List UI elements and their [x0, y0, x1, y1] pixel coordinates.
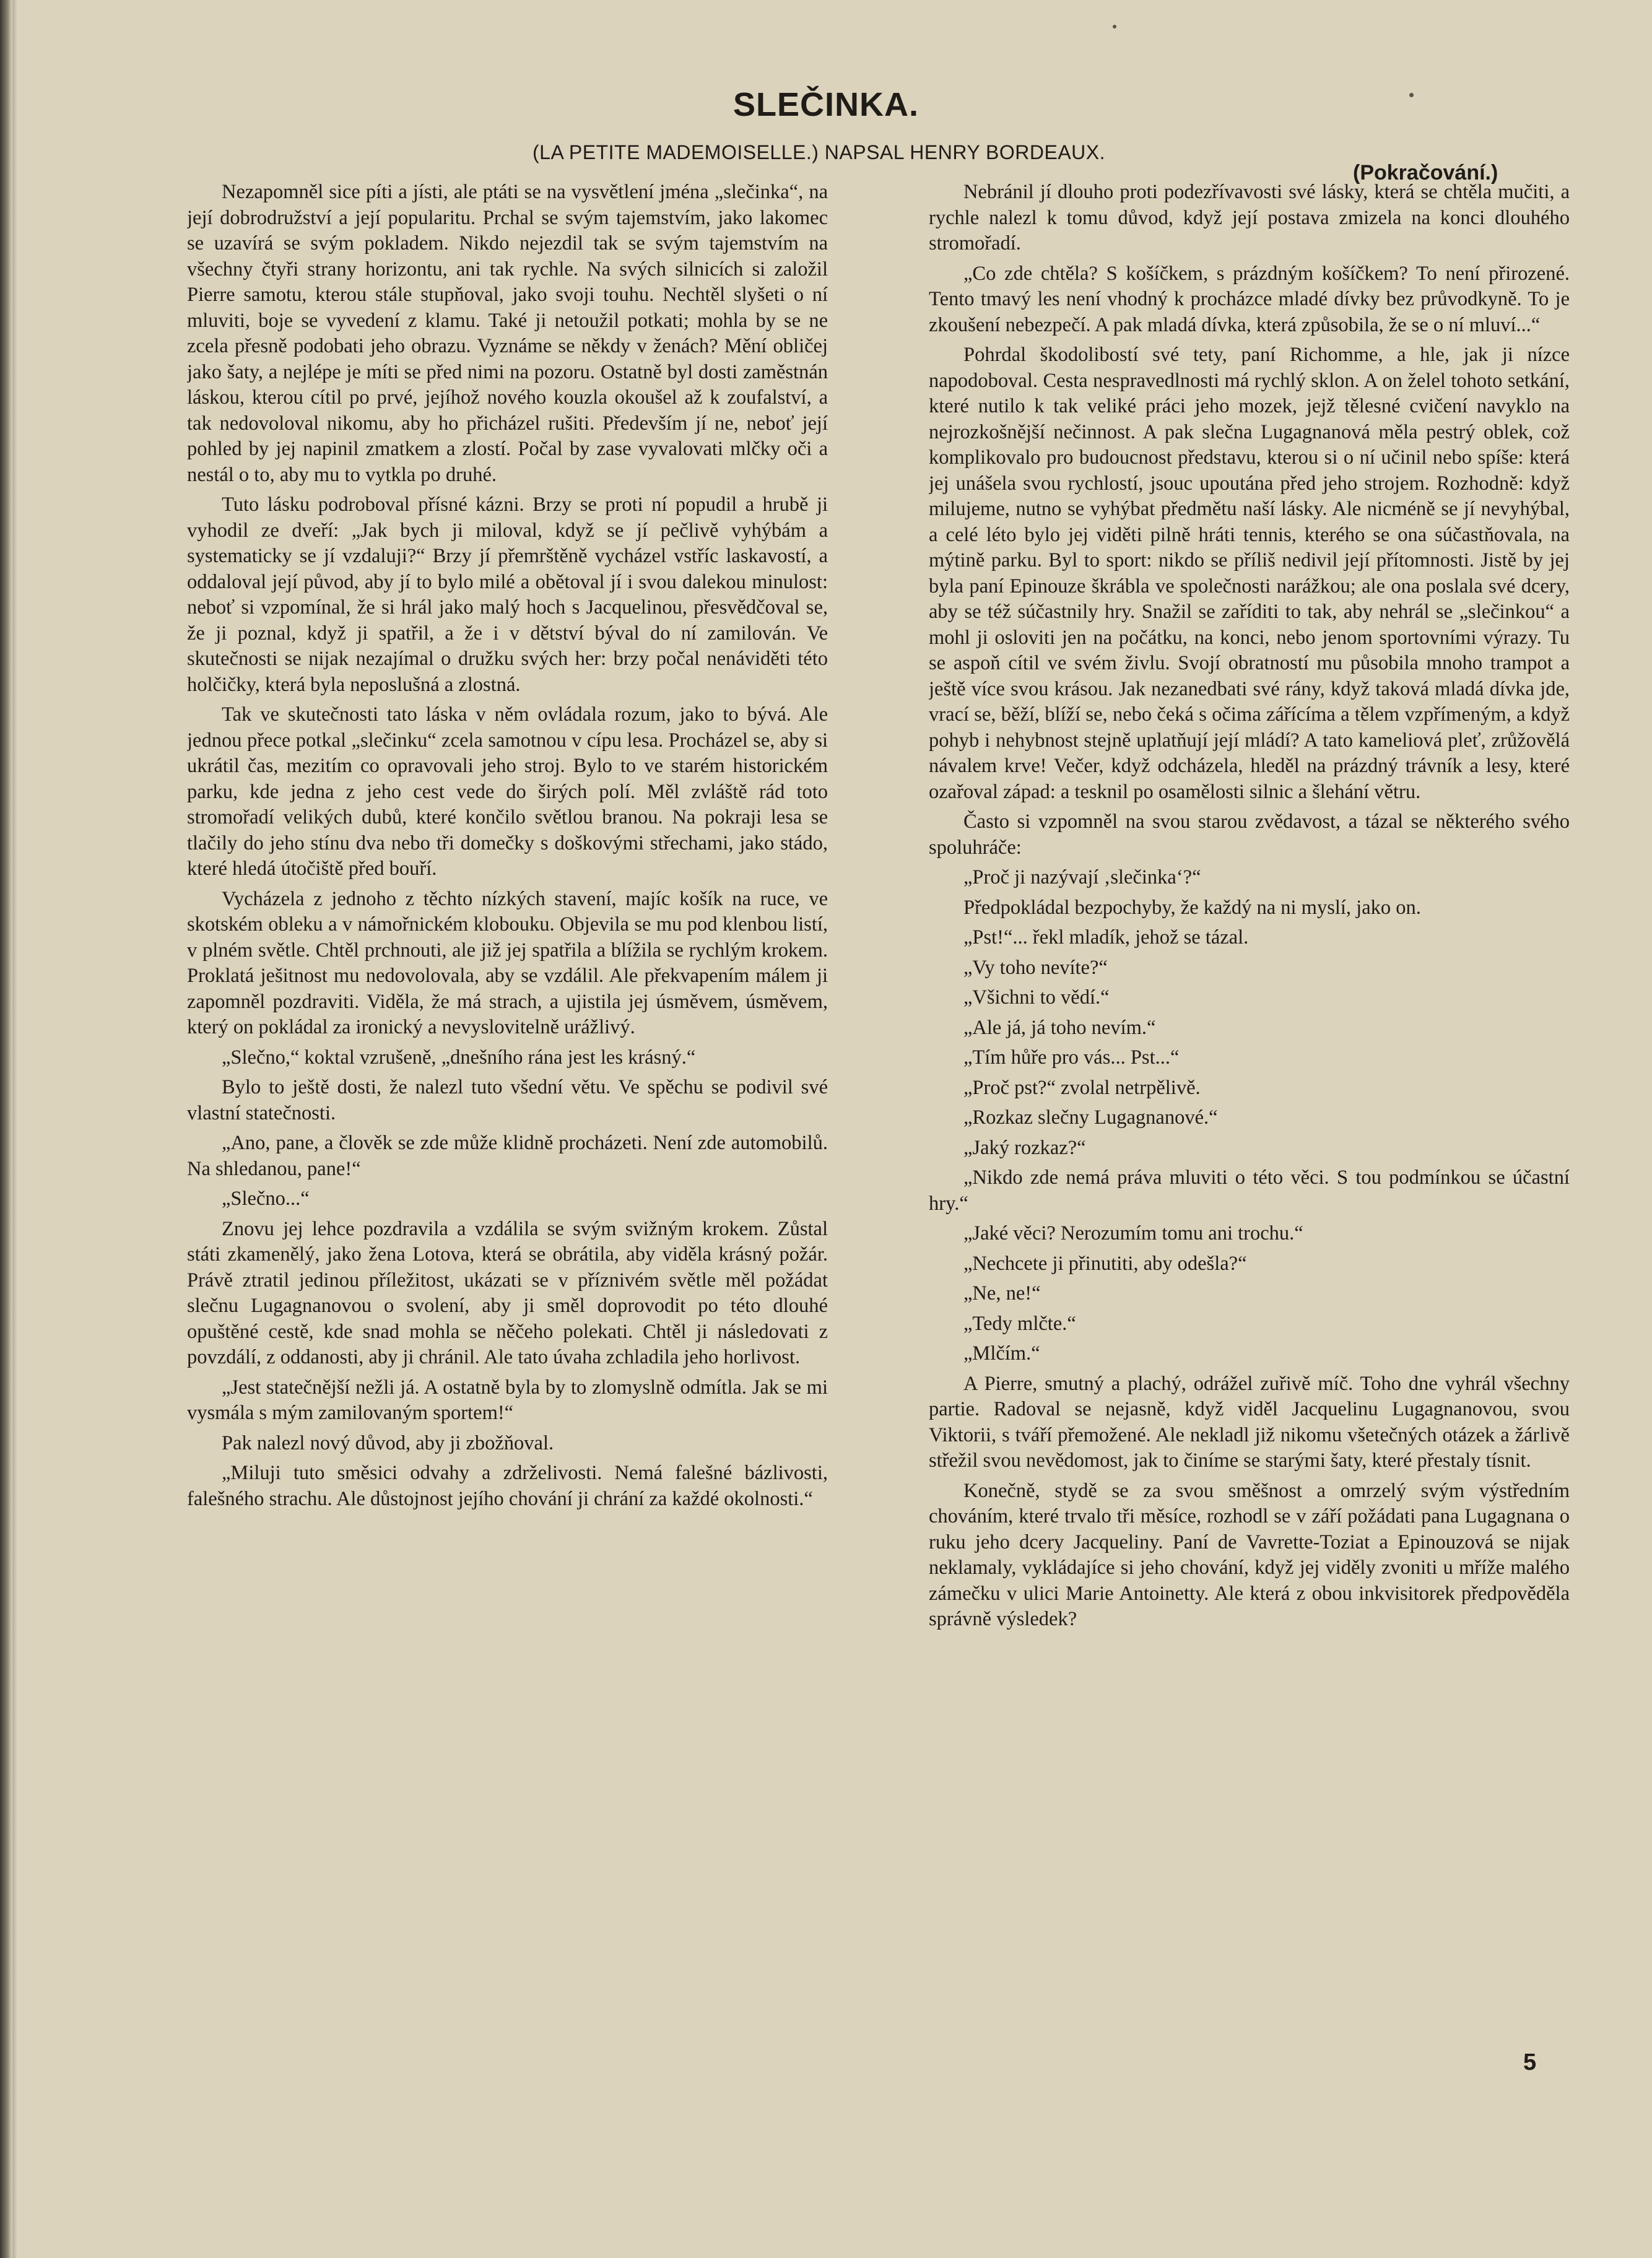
paragraph: Pohrdal škodolibostí své tety, paní Richomme, a hle, jak ji nízce napodoboval. Cesta nespravedlnosti má rychlý sklon. A on želel tohoto setkání, které nutilo k tak veliké práci jeho mozek, jejž tělesné cvičení navyklo na nejrozkošnější nečinnost. A pak slečna Lugagnanová měla pestrý oblek, což komplikovalo pro budoucnost představu, kterou si o ní učinil nebo spíše: která jej unášela svou rychlostí, jsouc upoutána před jeho strojem. Rozhodně: když milujeme, nutno se vyhýbat předmětu naší lásky. Ale nicméně se jí nevyhýbal, a celé léto bylo jej viděti pilně hráti tennis, kterého se ona súčastňovala, na mýtině parku. Byl to sport: nikdo se příliš nedivil její přítomnosti. Jistě by jej byla paní Epinouze škrábla ve společnosti narážkou; ale ona poslala své dcery, aby se též súčastnily hry. Snažil se zaříditi to tak, aby nehrál se „slečinkou“ a mohl ji osloviti jen na počátku, na konci, nebo jenom sportovními výrazy. Tu se aspoň cítil ve svém živlu. Svojí obratností mu působila mnoho trampot a ještě více svou krásou. Jak nezanedbati své rány, když taková mladá dívka jde, vrací se, běží, blíží se, nebo čeká s očima zářícíma a tělem vzpřímeným, a když pohyb i nehybnost stejně uplatňují její mládí? A tato kameliová pleť, zrůžovělá návalem krve! Večer, když odcházela, hleděl na prázdný trávník a lesy, které ozařoval západ: a tesknil po osamělosti silnic a šlehání větru.	[929, 344, 1570, 803]
paragraph: „Pst!“... řekl mladík, jehož se tázal.	[963, 926, 1249, 949]
paragraph: „Ano, pane, a člověk se zde může klidně procházeti. Není zde automobilů. Na shledanou, pane!“	[187, 1132, 828, 1180]
page-binding-edge	[0, 0, 12, 2258]
page-number: 5	[1523, 2049, 1537, 2075]
paragraph: Pak nalezl nový důvod, aby ji zbožňoval.	[222, 1431, 554, 1454]
paragraph: „Nikdo zde nemá práva mluviti o této věci. S tou podmínkou se účastní hry.“	[929, 1166, 1570, 1215]
paragraph: „Rozkaz slečny Lugagnanové.“	[963, 1106, 1218, 1129]
paragraph: „Ale já, já toho nevím.“	[963, 1016, 1156, 1039]
left-column	[187, 180, 828, 2099]
paragraph: „Nechcete ji přinutiti, aby odešla?“	[963, 1252, 1247, 1275]
paragraph: Předpokládal bezpochyby, že každý na ni myslí, jako on.	[963, 896, 1421, 919]
paragraph: Znovu jej lehce pozdravila a vzdálila se svým svižným krokem. Zůstal státi zkamenělý, jako žena Lotova, která se obrátila, aby viděla krásný požár. Právě ztratil jedinou příležitost, ukázati se v příznivém světle měl požádat slečnu Lugagnanovou o svolení, aby ji směl doprovodit po této dlouhé opuštěné cestě, kde snad mohla se něčeho polekati. Chtěl ji následovati z povzdálí, z oddanosti, aby ji chránil. Ale tato úvaha zchladila jeho horlivost.	[187, 1217, 828, 1368]
article-subtitle: (LA PETITE MADEMOISELLE.) NAPSAL HENRY BORDEAUX.	[533, 141, 1105, 163]
paragraph: Konečně, stydě se za svou směšnost a omrzelý svým výstředním chováním, které trvalo tři měsíce, rozhodl se v září požádati pana Lugagnana o ruku jeho dcery Jacqueliny. Paní de Vavrette-Toziat a Epinouzová se nijak neklamaly, vykládajíce si jeho chování, když jej viděly zvoniti u mříže malého zámečku v ulici Marie Antoinetty. Ale která z obou inkvisitorek předpověděla správně výsledek?	[929, 1479, 1570, 1630]
paragraph: „Všichni to vědí.“	[963, 986, 1110, 1009]
paragraph: „Tím hůře pro vás... Pst...“	[963, 1046, 1180, 1069]
ink-speck	[1113, 25, 1116, 28]
paragraph: „Co zde chtěla? S košíčkem, s prázdným košíčkem? To není přirozené. Tento tmavý les není vhodný k procházce mladé dívky bez průvodkyně. To je zkoušení nebezpečí. A pak mladá dívka, která způsobila, že se o ní mluví...“	[929, 262, 1570, 336]
right-column	[929, 180, 1570, 2099]
paragraph: „Slečno,“ koktal vzrušeně, „dnešního rána jest les krásný.“	[222, 1046, 696, 1069]
paragraph: Nezapomněl sice píti a jísti, ale ptáti se na vysvětlení jména „slečinka“, na její dobrodružství a její popularitu. Prchal se svým tajemstvím, jako lakomec se uzavírá se svým pokladem. Nikdo nejezdil tak se svým tajemstvím na všechny čtyři strany horizontu, ani tak rychle. Na svých silnicích si založil Pierre samotu, kterou stále stupňoval, jako svoji touhu. Nechtěl slyšeti o ní mluviti, boje se vyvedení z klamu. Také ji netoužil potkati; mohla by se ne zcela přesně podobati jeho obrazu. Vyznáme se někdy v ženách? Mění obličej jako šaty, a nejlépe je míti se před nimi na pozoru. Ostatně byl dosti zaměstnán láskou, kterou cítil po prvé, jejíhož nového kouzla okoušel až k zoufalství, a tak nedovoloval nikomu, aby ho přicházel rušiti. Především jí ne, neboť její pohled by jej napinil zmatkem a zlostí. Počal by zase vyvalovati mlčky oči a nestál o to, aby mu to vytkla po druhé.	[187, 181, 828, 486]
paragraph: „Mlčím.“	[963, 1342, 1040, 1365]
paragraph: Bylo to ještě dosti, že nalezl tuto všední větu. Ve spěchu se podivil své vlastní statečnosti.	[187, 1076, 828, 1124]
article-title: SLEČINKA.	[733, 86, 919, 123]
continuation-note: (Pokračování.)	[1353, 161, 1498, 185]
paragraph: „Proč pst?“ zvolal netrpělivě.	[963, 1076, 1201, 1099]
binding-shadow	[12, 0, 17, 2258]
paragraph: „Ne, ne!“	[963, 1282, 1041, 1305]
paragraph: Tak ve skutečnosti tato láska v něm ovládala rozum, jako to bývá. Ale jednou přece potkal „slečinku“ zcela samotnou v cípu lesa. Procházel se, aby si ukrátil čas, mezitím co opravovali jeho stroj. Bylo to ve starém historickém parku, kde jedna z jeho cest vede do širých polí. Měl zvláště rád toto stromořadí velikých dubů, které končilo světlou branou. Na pokraji lesa se tlačily do jeho stínu dva nebo tři domečky s doškovými střechami, jako stádo, které hledá útočiště před bouří.	[187, 703, 828, 880]
paragraph: „Vy toho nevíte?“	[963, 956, 1108, 979]
paragraph: Nebránil jí dlouho proti podezřívavosti své lásky, která se chtěla mučiti, a rychle nalezl k tomu důvod, když její postava zmizela na konci dlouhého stromořadí.	[929, 181, 1570, 254]
paragraph: „Jest statečnější nežli já. A ostatně byla by to zlomyslně odmítla. Jak se mi vysmála s mým zamilovaným sportem!“	[187, 1376, 828, 1424]
paragraph: „Miluji tuto směsici odvahy a zdrželivosti. Nemá falešné bázlivosti, falešného strachu. Ale důstojnost jejího chování ji chrání za každé okolnosti.“	[187, 1462, 828, 1510]
paragraph: „Tedy mlčte.“	[963, 1312, 1076, 1335]
paragraph: „Jaký rozkaz?“	[963, 1136, 1086, 1159]
paragraph: „Proč ji nazývají ‚slečinka‘?“	[963, 866, 1201, 888]
paragraph: A Pierre, smutný a plachý, odrážel zuřivě míč. Toho dne vyhrál všechny partie. Radoval se nejasně, když viděl Jacquelinu Lugagnanovou, svou Viktorii, s tváří přemožené. Ale nekladl již nikomu všetečných otázek a žárlivě střežil svou nevědomost, jak to činíme se starými šaty, které přestaly tísnit.	[929, 1372, 1570, 1472]
paragraph: „Slečno...“	[222, 1188, 310, 1210]
paragraph: „Jaké věci? Nerozumím tomu ani trochu.“	[963, 1222, 1303, 1244]
paragraph: Často si vzpomněl na svou starou zvědavost, a tázal se některého svého spoluhráče:	[929, 810, 1570, 859]
paragraph: Tuto lásku podroboval přísné kázni. Brzy se proti ní popudil a hrubě ji vyhodil ze dveří: „Jak bych ji miloval, když se jí pečlivě vyhýbám a systematicky se jí vzdaluji?“ Brzy jí přemrštěně vycházel vstříc laskavostí, a oddaloval její původ, aby jí to bylo milé a obětoval jí i svou dalekou minulost: neboť si vzpomínal, že si hrál jako malý hoch s Jacquelinou, přesvědčoval se, že ji poznal, když ji spatřil, a že i v dětství býval do ní zamilován. Ve skutečnosti se nijak nezajímal o družku svých her: brzy počal nenáviděti této holčičky, která byla neposlušná a zlostná.	[187, 493, 828, 696]
paragraph: Vycházela z jednoho z těchto nízkých stavení, majíc košík na ruce, ve skotském obleku a v námořnickém klobouku. Objevila se mu pod klenbou listí, v plném světle. Chtěl prchnouti, ale již jej spatřila a blížila se rychlým krokem. Proklatá ješitnost mu nedovolovala, aby se vzdálil. Ale překvapením málem ji zapomněl pozdraviti. Viděla, že má strach, a ujistila jej úsměvem, úsměvem, který on pokládal za ironický a nevyslovitelně urážlivý.	[187, 887, 828, 1038]
